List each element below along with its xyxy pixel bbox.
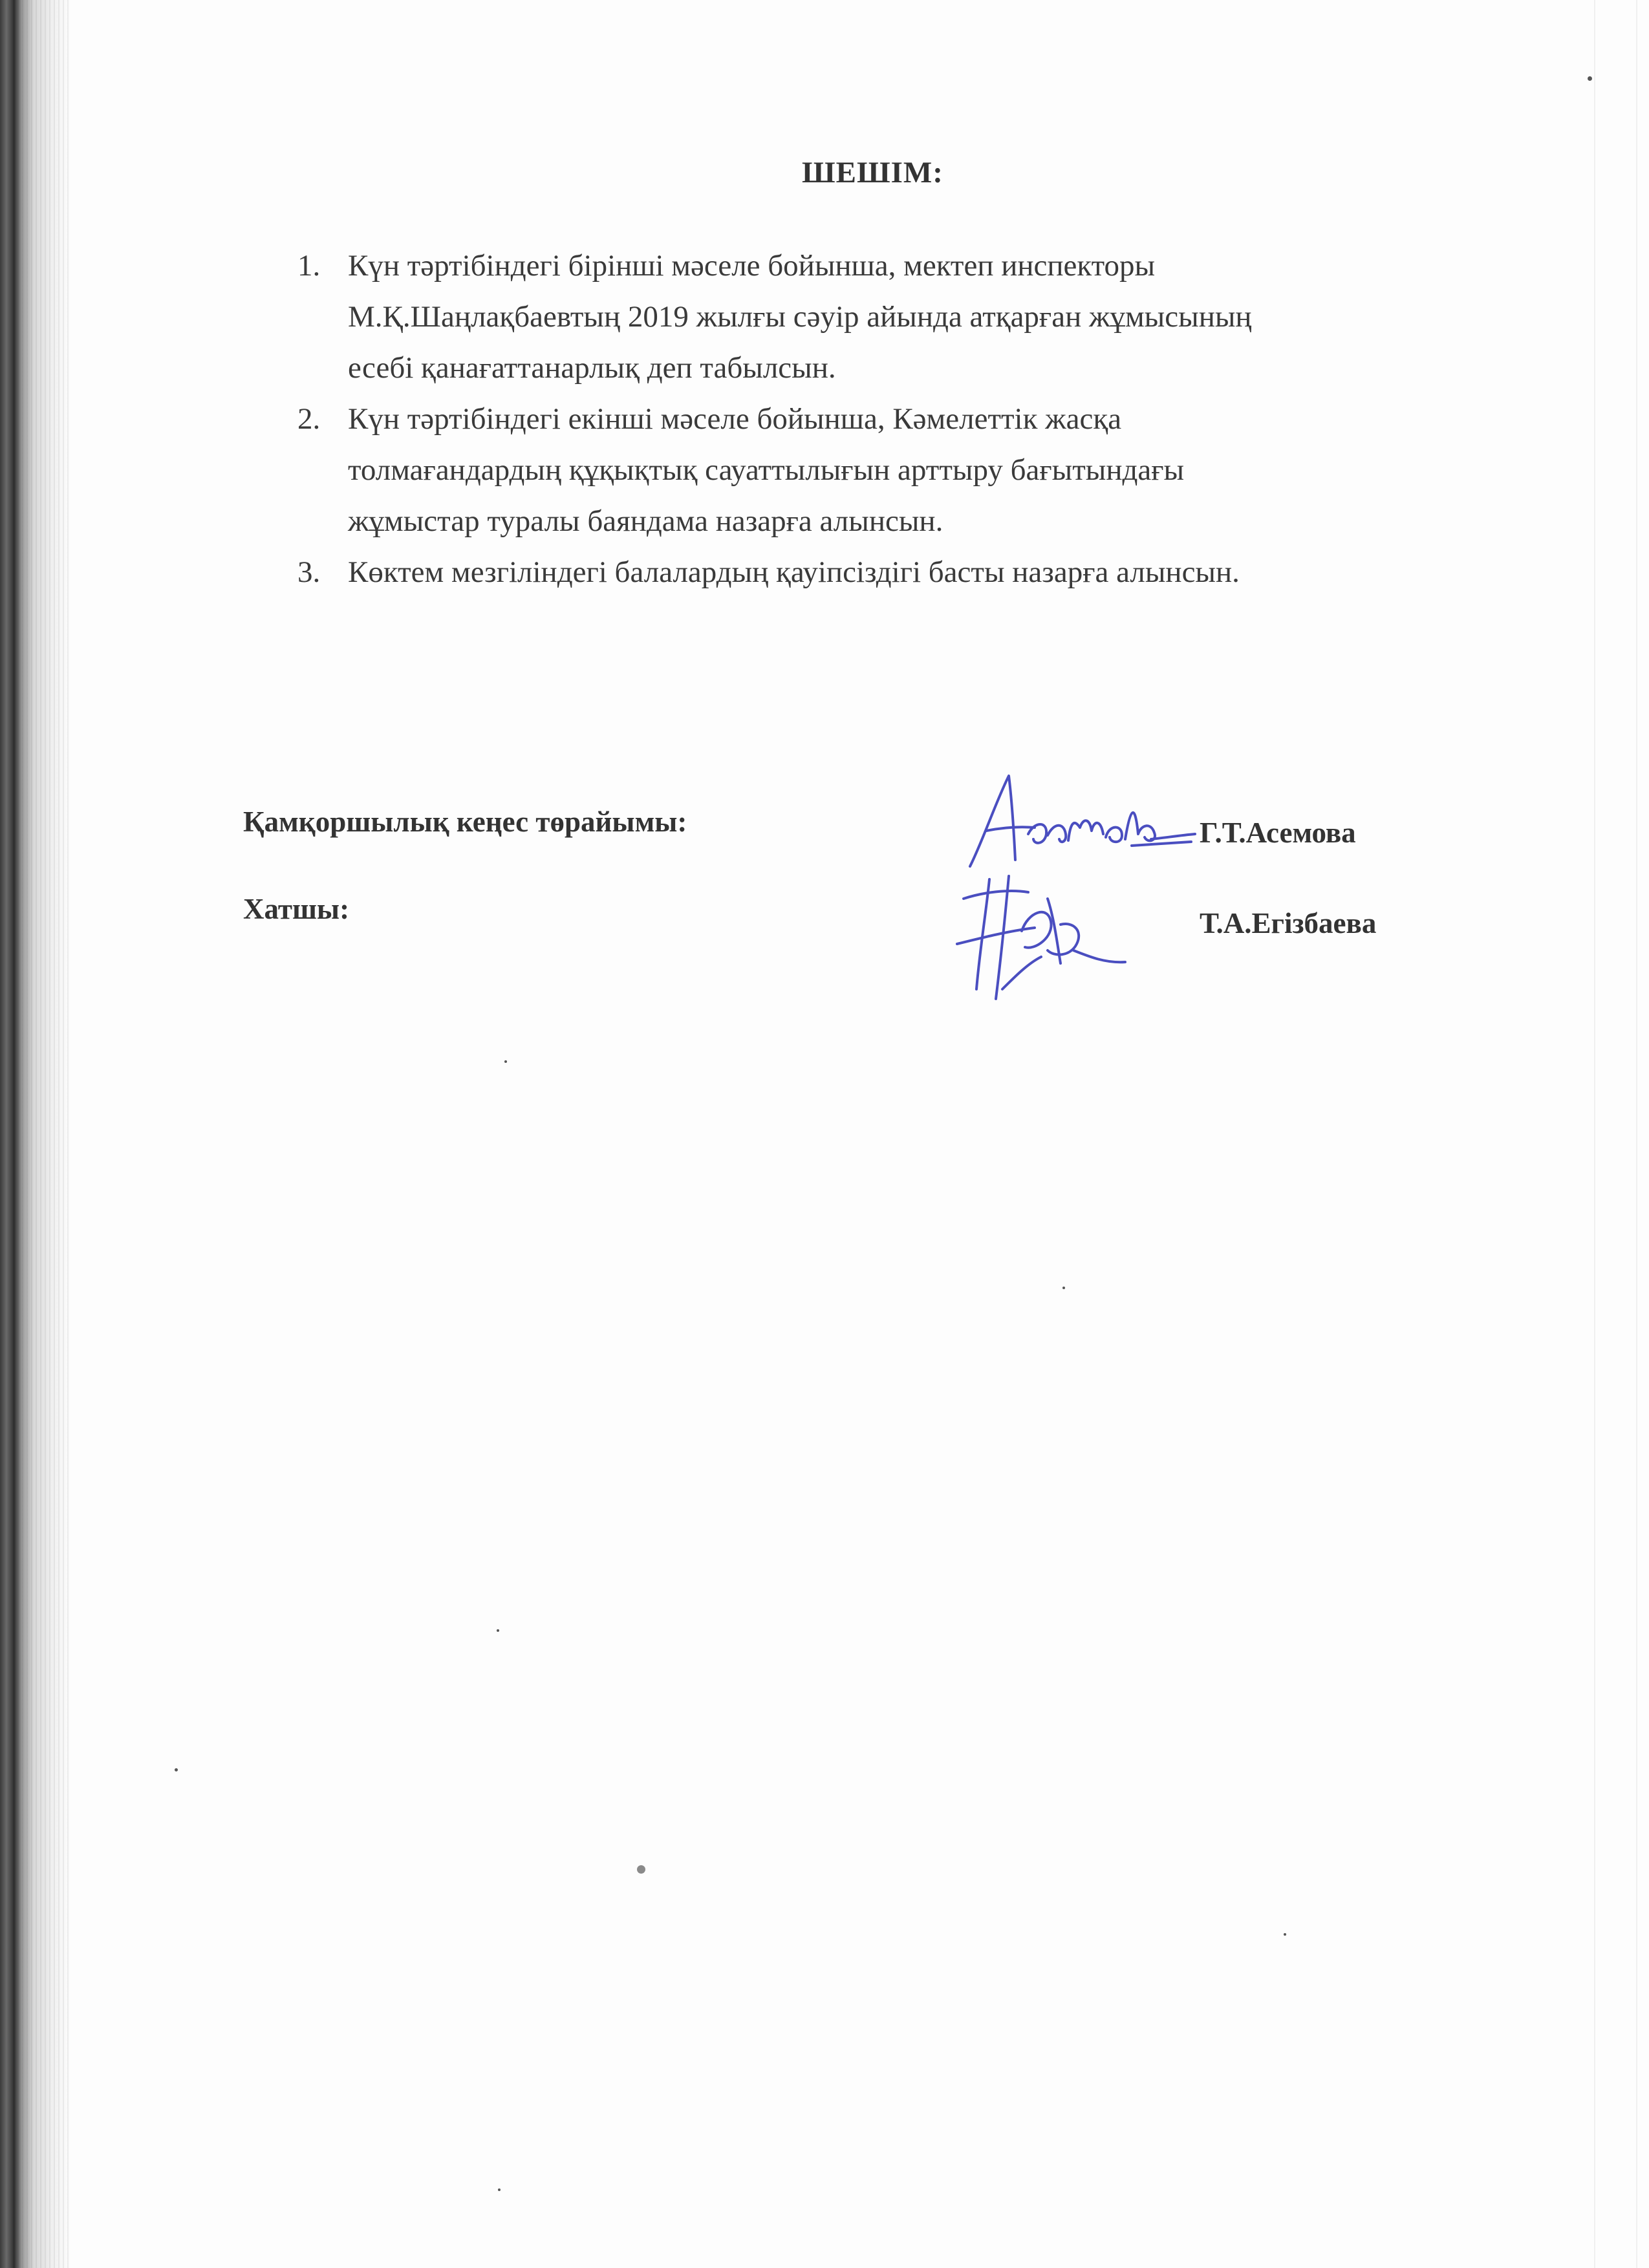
decision-item [297, 547, 1526, 598]
scan-speck [497, 1629, 499, 1632]
decision-line: Көктем мезгіліндегі балалардың қауіпсіздігі басты назарға алынсын. [348, 555, 1240, 589]
scan-speck [1062, 1287, 1065, 1289]
scan-artifact-line [1636, 0, 1637, 2268]
scan-speck [1588, 76, 1592, 81]
secretary-signature [944, 860, 1138, 1009]
decision-list [297, 241, 1526, 598]
scan-speck [498, 2188, 501, 2191]
decision-line: М.Қ.Шаңлақбаевтың 2019 жылғы сәуір айында атқарған жұмысының [348, 300, 1252, 334]
scan-speck [504, 1060, 507, 1063]
chair-label: Қамқоршылық кеңес төрайымы: [243, 806, 687, 838]
decision-item [297, 241, 1526, 394]
secretary-label: Хатшы: [243, 893, 350, 925]
secretary-name: Т.А.Егізбаева [1200, 907, 1377, 939]
scan-speck [1284, 1933, 1286, 1936]
scan-artifact-line [1594, 0, 1595, 2268]
decision-heading: ШЕШІМ: [802, 156, 943, 189]
decision-number: 3. [297, 555, 321, 589]
decision-number: 1. [297, 249, 321, 283]
decision-item [297, 394, 1526, 547]
chair-name: Г.Т.Асемова [1200, 817, 1356, 849]
scan-speck [637, 1865, 645, 1874]
decision-line: есебі қанағаттанарлық деп табылсын. [348, 351, 836, 385]
decision-line: толмағандардың құқықтық сауаттылығын арттыру бағытындағы [348, 453, 1185, 487]
decision-line: жұмыстар туралы баяндама назарға алынсын. [348, 504, 943, 538]
scan-speck [175, 1768, 178, 1771]
decision-line: Күн тәртібіндегі бірінші мәселе бойынша, мектеп инспекторы [348, 249, 1156, 283]
decision-line: Күн тәртібіндегі екінші мәселе бойынша, Кәмелеттік жасқа [348, 402, 1122, 436]
decision-number: 2. [297, 402, 321, 436]
scan-edge-stripes [13, 0, 71, 2268]
